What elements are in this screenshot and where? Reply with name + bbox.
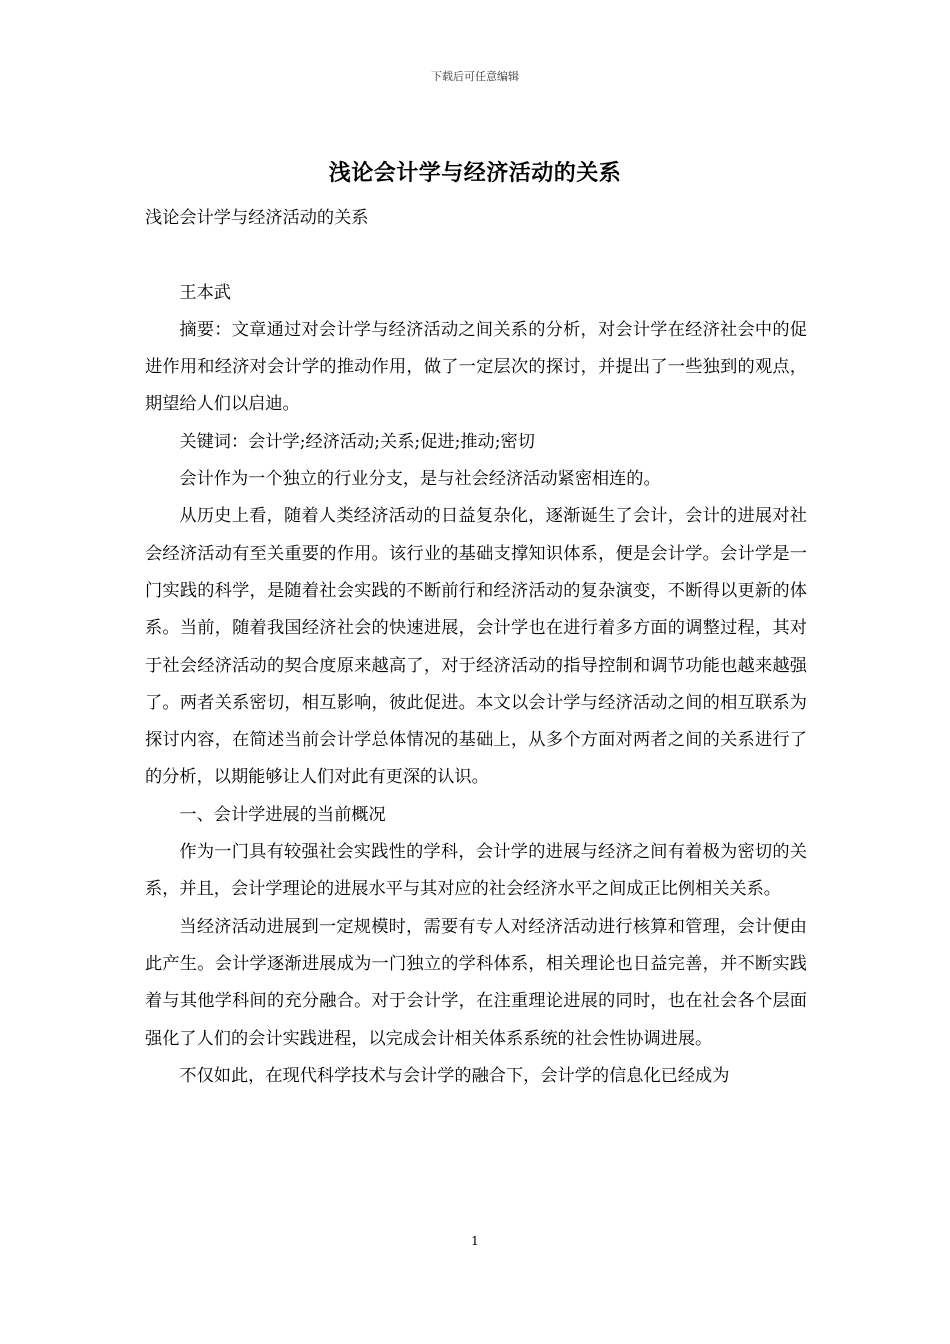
document-title: 浅论会计学与经济活动的关系 xyxy=(328,160,622,186)
author-name: 王本武 xyxy=(179,282,231,303)
keywords-line: 关键词：会计学;经济活动;关系;促进;推动;密切 xyxy=(179,431,535,452)
document-body xyxy=(145,200,807,1095)
section-paragraph: 当经济活动进展到一定规模时，需要有专人对经济活动进行核算和管理，会计便由此产生。会计学逐渐进展成为一门独立的学科体系，相关理论也日益完善，并不断实践着与其他学科间的充分融合。对于会计学，在注重理论进展的同时，也在社会各个层面强化了人们的会计实践进程，以完成会计相关体系系统的社会性协调进展。 xyxy=(145,916,807,1049)
abstract-paragraph: 摘要：文章通过对会计学与经济活动之间关系的分析，对会计学在经济社会中的促进作用和经济对会计学的推动作用，做了一定层次的探讨，并提出了一些独到的观点，期望给人们以启迪。 xyxy=(145,319,807,415)
section-paragraph: 作为一门具有较强社会实践性的学科，会计学的进展与经济之间有着极为密切的关系，并且，会计学理论的进展水平与其对应的社会经济水平之间成正比例相关关系。 xyxy=(145,842,807,900)
body-paragraph: 会计作为一个独立的行业分支，是与社会经济活动紧密相连的。 xyxy=(179,469,661,490)
section-heading: 一、会计学进展的当前概况 xyxy=(179,804,386,825)
document-subtitle: 浅论会计学与经济活动的关系 xyxy=(145,208,369,228)
body-paragraph: 从历史上看，随着人类经济活动的日益复杂化，逐渐诞生了会计，会计的进展对社会经济活动有至关重要的作用。该行业的基础支撑知识体系，便是会计学。会计学是一门实践的科学，是随着社会实践的不断前行和经济活动的复杂演变，不断得以更新的体系。当前，随着我国经济社会的快速进展，会计学也在进行着多方面的调整过程，其对于社会经济活动的契合度原来越高了，对于经济活动的指导控制和调节功能也越来越强了。两者关系密切，相互影响，彼此促进。本文以会计学与经济活动之间的相互联系为探讨内容，在简述当前会计学总体情况的基础上，从多个方面对两者之间的关系进行了的分析，以期能够让人们对此有更深的认识。 xyxy=(145,506,807,788)
blank-line xyxy=(145,237,807,274)
page-number: 1 xyxy=(471,1234,479,1248)
page-header-note: 下载后可任意编辑 xyxy=(431,70,519,83)
section-paragraph: 不仅如此，在现代科学技术与会计学的融合下，会计学的信息化已经成为 xyxy=(179,1065,730,1086)
